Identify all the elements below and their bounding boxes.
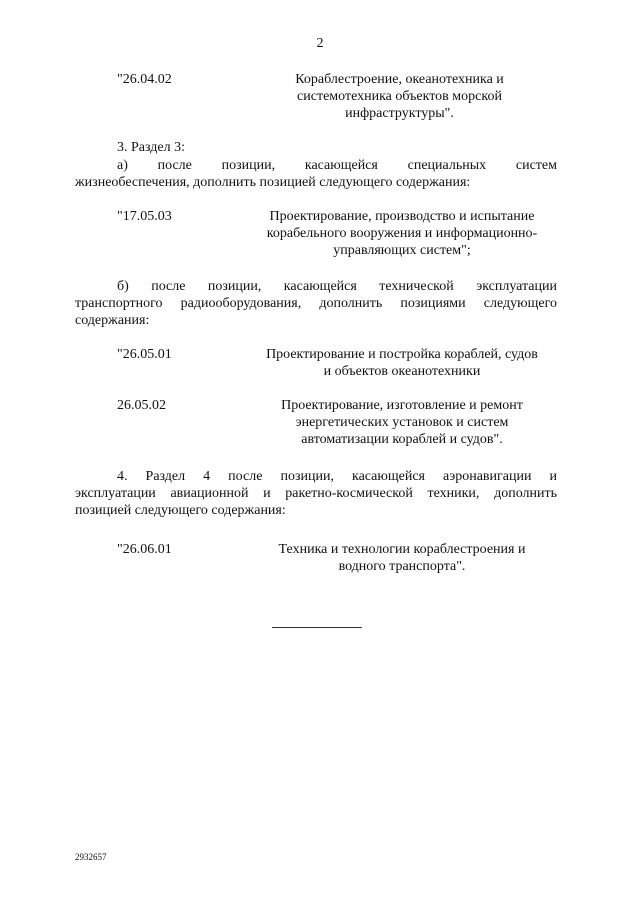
entry-description-line: Проектирование и постройка кораблей, судов xyxy=(266,347,538,362)
section-3-heading: 3. Раздел 3: xyxy=(117,140,185,155)
entry-description xyxy=(252,541,552,575)
document-id: 2932657 xyxy=(75,852,107,862)
entry-description-line: корабельного вооружения и информационно- xyxy=(266,226,538,241)
entry-description xyxy=(267,71,532,122)
section-3-paragraph-b xyxy=(75,278,557,329)
entry-code: 26.05.02 xyxy=(117,398,166,413)
page-number: 2 xyxy=(316,36,324,51)
entry-description-line: системотехника объектов морской xyxy=(297,89,502,104)
entry-code: "26.06.01 xyxy=(117,542,172,557)
entry-description-line: и объектов океанотехники xyxy=(323,364,481,379)
paragraph-line: б) после позиции, касающейся технической эксплуатации xyxy=(117,279,557,294)
entry-description-line: Кораблестроение, океанотехника и xyxy=(295,72,504,87)
paragraph-line: позицией следующего содержания: xyxy=(75,503,286,518)
entry-description xyxy=(252,397,552,448)
paragraph-line: содержания: xyxy=(75,313,150,328)
entry-code: "17.05.03 xyxy=(117,209,172,224)
end-separator-rule xyxy=(272,627,362,628)
paragraph-line: 4. Раздел 4 после позиции, касающейся аэронавигации и xyxy=(117,469,557,484)
entry-description-line: автоматизации кораблей и судов". xyxy=(301,432,503,447)
entry-description-line: Техника и технологии кораблестроения и xyxy=(278,542,526,557)
entry-description-line: Проектирование, изготовление и ремонт xyxy=(281,398,523,413)
section-4-paragraph xyxy=(75,468,557,519)
entry-description xyxy=(247,208,557,259)
section-3-paragraph-a xyxy=(75,157,557,191)
paragraph-line: а) после позиции, касающейся специальных систем xyxy=(117,158,557,173)
entry-description-line: инфраструктуры". xyxy=(345,106,454,121)
entry-description-line: водного транспорта". xyxy=(338,559,466,574)
entry-code: "26.04.02 xyxy=(117,72,172,87)
entry-description xyxy=(242,346,562,380)
entry-description-line: энергетических установок и систем xyxy=(295,415,509,430)
entry-description-line: управляющих систем"; xyxy=(333,243,471,258)
entry-description-line: Проектирование, производство и испытание xyxy=(269,209,535,224)
entry-code: "26.05.01 xyxy=(117,347,172,362)
paragraph-line: жизнеобеспечения, дополнить позицией следующего содержания: xyxy=(75,175,471,190)
paragraph-line: эксплуатации авиационной и ракетно-космической техники, дополнить xyxy=(75,486,557,501)
paragraph-line: транспортного радиооборудования, дополнить позициями следующего xyxy=(75,296,557,311)
